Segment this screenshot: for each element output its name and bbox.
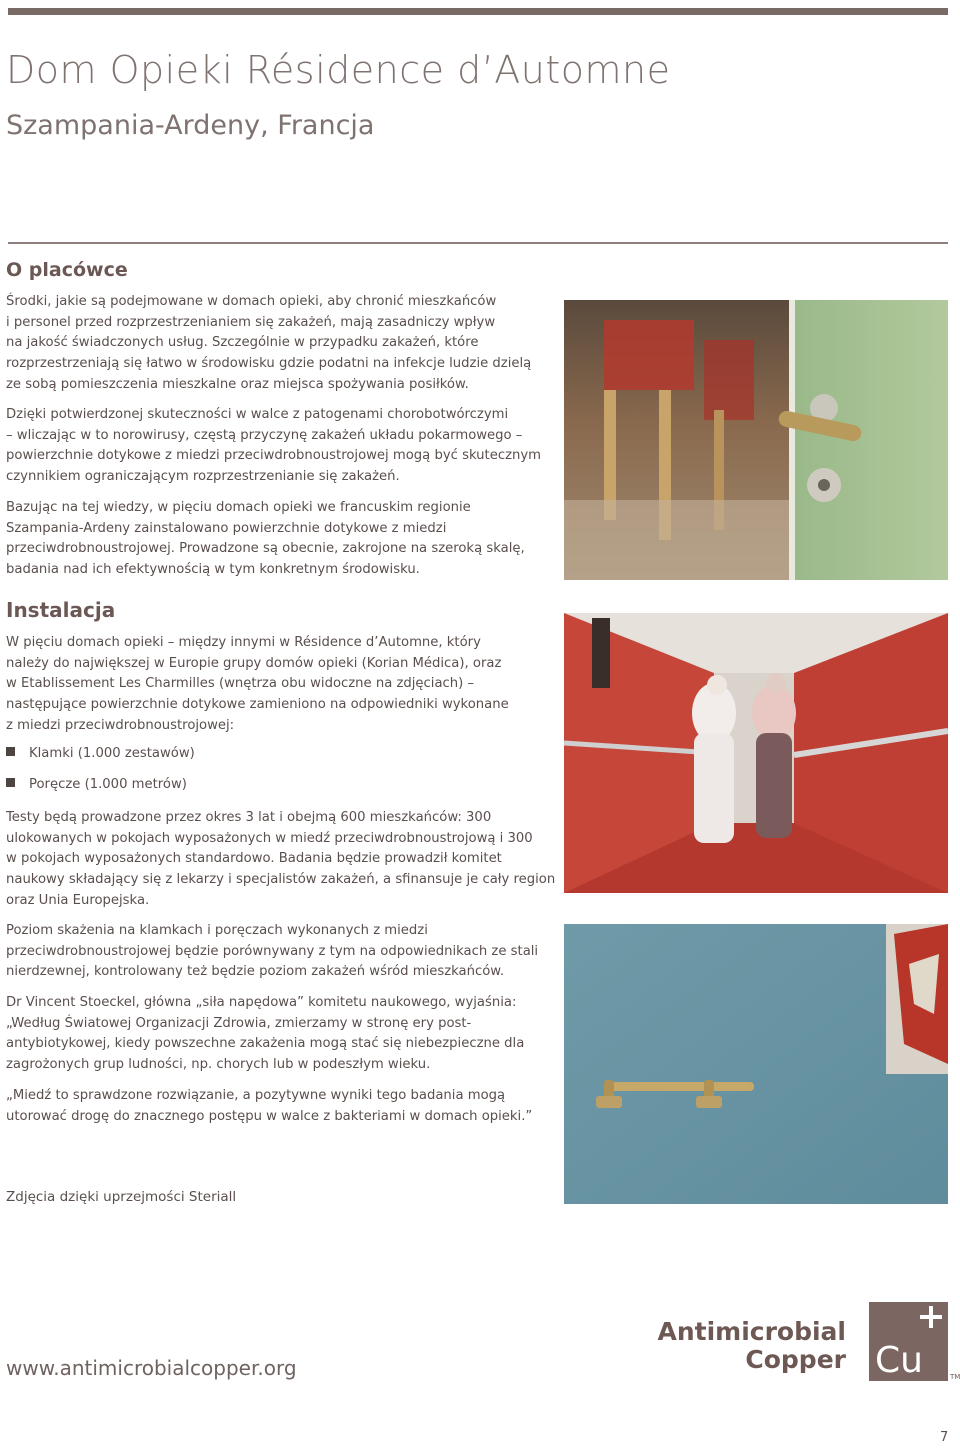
photo-door-handle [564, 300, 948, 580]
installation-heading: Instalacja [6, 598, 116, 622]
about-paragraph-3 [6, 498, 546, 581]
page-number: 7 [940, 1430, 949, 1445]
photo-wall-handrail [564, 924, 948, 1204]
photo-corridor-handrails [564, 613, 948, 893]
section-divider [8, 242, 948, 244]
installation-quote [6, 1086, 546, 1127]
copper-logo-icon [869, 1302, 948, 1381]
top-rule [8, 8, 948, 15]
text-line: – wliczając w to norowirusy, częstą przyczynę zakażeń układu pokarmowego – [6, 427, 523, 443]
installation-paragraph-1 [6, 808, 556, 912]
installation-paragraph-2 [6, 921, 546, 983]
text-line: ze sobą pomieszczenia mieszkalne oraz miejsca spożywania posiłków. [6, 376, 469, 392]
about-paragraph-2 [6, 405, 546, 488]
about-heading: O placówce [6, 259, 128, 281]
list-item-label: Klamki (1.000 zestawów) [29, 746, 195, 761]
text-line: „Według Światowej Organizacji Zdrowia, zmierzamy w stronę ery post- [6, 1015, 472, 1031]
text-line: Dzięki potwierdzonej skuteczności w walce z patogenami chorobotwórczymi [6, 407, 509, 422]
text-line: Szampania-Ardeny zainstalowano powierzchnie dotykowe z miedzi [6, 520, 447, 536]
text-line: badania nad ich efektywnością w tym konkretnym środowisku. [6, 562, 420, 578]
list-item-label: Poręcze (1.000 metrów) [29, 777, 187, 792]
photo-credit: Zdjęcia dzięki uprzejmości Steriall [6, 1189, 237, 1205]
text-line: nierdzewnej, kontrolowany też będzie poziom zakażeń wśród mieszkańców. [6, 964, 505, 980]
text-line: W pięciu domach opieki – między innymi w Résidence d’Automne, który [6, 635, 481, 650]
text-line: rozprzestrzeniają się łatwo w środowisku gdzie podatni na infekcje ludzie dzielą [6, 356, 532, 372]
text-line: Środki, jakie są podejmowane w domach opieki, aby chronić mieszkańców [6, 294, 497, 309]
installation-paragraph-3 [6, 993, 546, 1076]
text-line: z miedzi przeciwdrobnoustrojowej: [6, 717, 235, 733]
text-line: czynnikiem ograniczającym rozprzestrzenianie się zakażeń. [6, 469, 400, 485]
bullet-square-icon [6, 778, 15, 787]
brand-line-1: Antimicrobial [657, 1317, 846, 1346]
text-line: następujące powierzchnie dotykowe zamieniono na odpowiedniki wykonane [6, 697, 509, 713]
text-line: przeciwdrobnoustrojowej będzie porównywany z tym na odpowiednikach ze stali [6, 943, 539, 959]
text-line: należy do największej w Europie grupy domów opieki (Korian Médica), oraz [6, 655, 502, 671]
text-line: powierzchnie dotykowe z miedzi przeciwdrobnoustrojowej mogą być skutecznym [6, 448, 541, 464]
website-link[interactable]: www.antimicrobialcopper.org [6, 1356, 297, 1380]
list-item [6, 777, 187, 792]
about-paragraph-1 [6, 292, 546, 396]
text-line: przeciwdrobnoustrojowej. Prowadzone są obecnie, zakrojone na szeroką skalę, [6, 541, 525, 557]
list-item [6, 746, 195, 761]
bullet-square-icon [6, 747, 15, 756]
brand-line-2: Copper [745, 1345, 846, 1374]
text-line: utorować drogę do znacznego postępu w walce z bakteriami w domach opieki.” [6, 1108, 533, 1124]
text-line: na jakość świadczonych usług. Szczególnie w przypadku zakażeń, które [6, 335, 479, 351]
text-line: ulokowanych w pokojach wyposażonych w miedź przeciwdrobnoustrojową i 300 [6, 830, 533, 846]
text-line: Poziom skażenia na klamkach i poręczach wykonanych z miedzi [6, 923, 428, 938]
text-line: naukowy składający się z lekarzy i specjalistów zakażeń, a sfinansuje je cały region [6, 872, 556, 888]
installation-intro [6, 633, 546, 737]
page-subtitle: Szampania-Ardeny, Francja [6, 110, 375, 141]
text-line: Dr Vincent Stoeckel, główna „siła napędowa” komitetu naukowego, wyjaśnia: [6, 995, 517, 1010]
text-line: zagrożonych grup ludności, np. chorych lub w podeszłym wieku. [6, 1057, 431, 1073]
logo-symbol: Cu [875, 1340, 923, 1381]
text-line: w Etablissement Les Charmilles (wnętrza obu widoczne na zdjęciach) – [6, 676, 475, 692]
text-line: oraz Unia Europejska. [6, 892, 150, 908]
text-line: w pokojach wyposażonych standardowo. Badania będzie prowadził komitet [6, 851, 502, 867]
text-line: i personel przed rozprzestrzenianiem się zakażeń, mają zasadniczy wpływ [6, 314, 496, 330]
text-line: Bazując na tej wiedzy, w pięciu domach opieki we francuskim regionie [6, 500, 471, 515]
brand-wordmark [640, 1318, 846, 1374]
page-title: Dom Opieki Résidence d’Automne [6, 48, 671, 92]
text-line: antybiotykowej, kiedy powszechne zakażenia mogą stać się niebezpieczne dla [6, 1036, 525, 1052]
trademark-mark: TM [950, 1373, 960, 1381]
text-line: „Miedź to sprawdzone rozwiązanie, a pozytywne wyniki tego badania mogą [6, 1088, 506, 1103]
text-line: Testy będą prowadzone przez okres 3 lat i obejmą 600 mieszkańców: 300 [6, 810, 492, 825]
